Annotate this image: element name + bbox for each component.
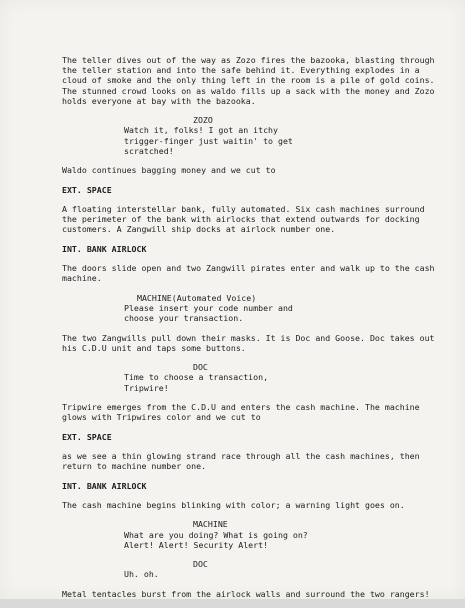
scene-heading: EXT. SPACE bbox=[62, 184, 112, 195]
action-paragraph: The cash machine begins blinking with color; a warning light goes on. bbox=[62, 499, 405, 510]
dialogue-block bbox=[62, 115, 440, 156]
dialogue-block bbox=[62, 559, 440, 579]
scene-heading: INT. BANK AIRLOCK bbox=[62, 480, 147, 491]
action-paragraph: The two Zangwills pull down their masks. It is Doc and Goose. Doc takes out his C.D.U unit and taps some buttons. bbox=[62, 332, 440, 353]
dialogue-line: Watch it, folks! I got an itchy trigger-finger just waitin' to get scratched! bbox=[124, 125, 293, 156]
character-name: MACHINE bbox=[193, 519, 228, 530]
scene-heading: EXT. SPACE bbox=[62, 431, 112, 442]
dialogue-line: What are you doing? What is going on? Alert! Alert! Security Alert! bbox=[124, 529, 308, 550]
action-paragraph: Waldo continues bagging money and we cut to bbox=[62, 165, 276, 176]
scene-heading: INT. BANK AIRLOCK bbox=[62, 243, 147, 254]
action-paragraph: Metal tentacles burst from the airlock walls and surround the two rangers! bbox=[62, 588, 430, 599]
character-name: DOC bbox=[193, 559, 208, 570]
character-name: MACHINE(Automated Voice) bbox=[137, 292, 257, 303]
script-content bbox=[62, 55, 440, 608]
action-paragraph: The doors slide open and two Zangwill pirates enter and walk up to the cash machine. bbox=[62, 263, 440, 284]
character-name: ZOZO bbox=[193, 115, 213, 126]
action-paragraph: The teller dives out of the way as Zozo fires the bazooka, blasting through the teller station and into the safe behind it. Everything explodes in a cloud of smoke and the only thing left in the room is a pile of gold coins. The stunned crowd looks on as waldo fills up a sack with the money and Zozo holds everyone at bay with the bazooka. bbox=[62, 55, 440, 106]
action-paragraph: Tripwire emerges from the C.D.U and enters the cash machine. The machine glows with Tripwires color and we cut to bbox=[62, 401, 425, 423]
dialogue-block bbox=[62, 519, 440, 550]
dialogue-line: Uh. oh. bbox=[124, 569, 159, 580]
action-paragraph: A floating interstellar bank, fully automated. Six cash machines surround the perimeter of the bank with airlocks that extend outwards for docking customers. A Zangwill ship docks at airlock number one. bbox=[62, 203, 430, 235]
action-paragraph: as we see a thin glowing strand race through all the cash machines, then return to machine number one. bbox=[62, 450, 425, 472]
character-name: DOC bbox=[193, 362, 208, 373]
dialogue-block bbox=[62, 293, 440, 324]
dialogue-block bbox=[62, 362, 440, 393]
dialogue-line: Time to choose a transaction, Tripwire! bbox=[124, 372, 269, 393]
dialogue-line: Please insert your code number and choose your transaction. bbox=[124, 302, 293, 324]
